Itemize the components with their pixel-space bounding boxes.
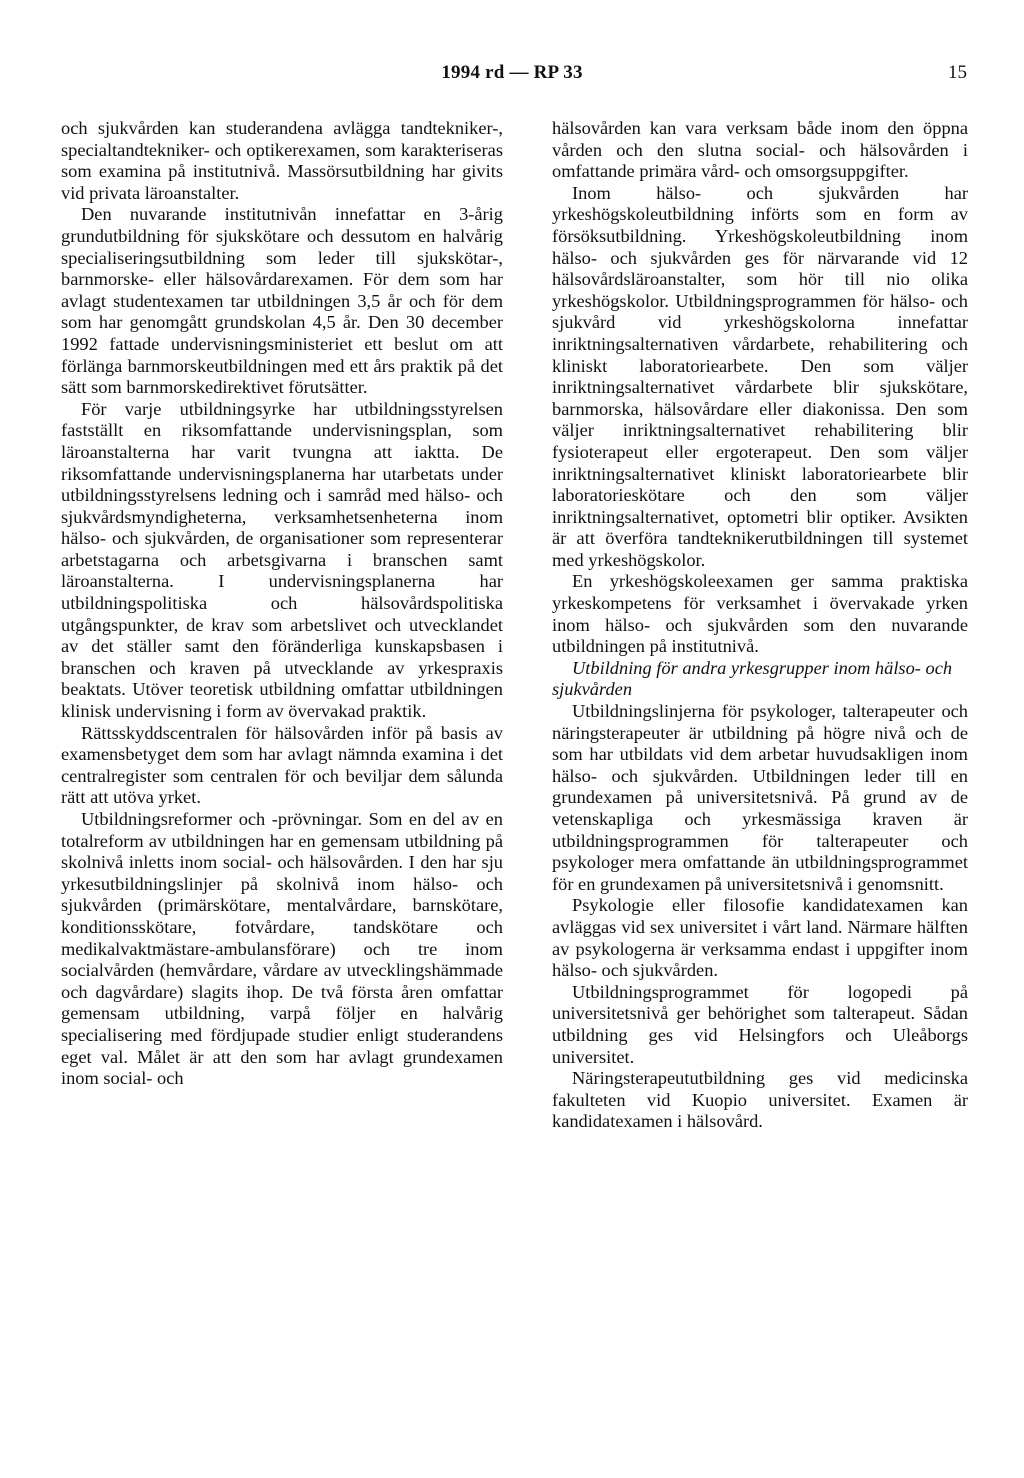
paragraph: För varje utbildningsyrke har utbildningsstyrelsen fastställt en riksomfattande undervisningsplan, som läroanstalterna har varit tvungna att iaktta. De riksomfattande undervisningsplanerna har utarbetats under utbildningsstyrelsens ledning och i samråd med hälso- och sjukvårdsmyndigheterna, verksamhetsenheterna inom hälso- och sjukvården, de organisationer som representerar arbetstagarna och arbetsgivarna i branschen samt läroanstalterna. I undervisningsplanerna har utbildningspolitiska och hälsovårdspolitiska utgångspunkter, de krav som arbetslivet och utvecklandet av det ställer samt den föränderliga kunskapsbasen i branschen och kraven på utvecklande av yrkespraxis beaktats. Utöver teoretisk utbildning omfattar utbildningen klinisk undervisning i form av övervakad praktik. xyxy=(61,398,503,722)
paragraph: Utbildningsreformer och -prövningar. Som en del av en totalreform av utbildningen har en gemensam utbildning på skolnivå inletts inom social- och hälsovården. I den har sju yrkesutbildningslinjer på skolnivå inom hälso- och sjukvården (primärskötare, mentalvårdare, barnskötare, konditionsskötare, fotvårdare, tandskötare och medikalvaktmästare-ambulansförare) och tre inom socialvården (hemvårdare, vårdare av utvecklingshämmade och dagvårdare) slagits ihop. De två första åren omfattar gemensam utbildning, varpå följer en halvårig specialisering med fördjupade studier enligt studerandens eget val. Målet är att den som har avlagt grundexamen inom social- och xyxy=(61,809,503,1089)
right-column xyxy=(552,118,968,1133)
page-number: 15 xyxy=(948,62,967,83)
paragraph: Inom hälso- och sjukvården har yrkeshögskoleutbildning införts som en form av försöksutbildning. Yrkeshögskoleutbildning inom hälso- och sjukvården ges för närvarande vid 12 hälsovårdsläroanstalter, som hör till nio olika yrkeshögskolor. Utbildningsprogrammen för hälso- och sjukvård vid yrkeshögskolorna innefattar inriktningsalternativen vårdarbete, rehabilitering och kliniskt laboratoriearbete. Den som väljer inriktningsalternativet vårdarbete blir sjukskötare, barnmorska, hälsovårdare eller diakonissa. Den som väljer inriktningsalternativet rehabilitering blir fysioterapeut eller ergoterapeut. Den som väljer inriktningsalternativet kliniskt laboratoriearbete blir laboratorieskötare och den som väljer inriktningsalternativet, optometri blir optiker. Avsikten är att överföra tandteknikerutbildningen till systemet med yrkeshögskolor. xyxy=(552,182,968,570)
page-header xyxy=(0,62,1024,90)
paragraph: Utbildningsprogrammet för logopedi på universitetsnivå ger behörighet som talterapeut. Sådan utbildning ges vid Helsingfors och Uleåborgs universitet. xyxy=(552,981,968,1067)
paragraph: Den nuvarande institutnivån innefattar en 3-årig grundutbildning för sjukskötare och dessutom en halvårig specialiseringsutbildning som leder till sjukskötar-, barnmorske- eller hälsovårdarexamen. För dem som har avlagt studentexamen tar utbildningen 3,5 år och för dem som har genomgått grundskolan 4,5 år. Den 30 december 1992 fattade undervisningsministeriet ett beslut om att förlänga barnmorskeutbildningen med ett års praktik på det sätt som barnmorskedirektivet förutsätter. xyxy=(61,204,503,398)
paragraph: Utbildningslinjerna för psykologer, talterapeuter och näringsterapeuter är utbildning på högre nivå och de som har utbildats vid dem arbetar huvudsakligen inom hälso- och sjukvården. Utbildningen leder till en grundexamen på universitetsnivå. På grund av de vetenskapliga och yrkesmässiga kraven är utbildningsprogrammen för talterapeuter och psykologer mera omfattande än utbildningsprogrammet för en grundexamen på universitetsnivå i genomsnitt. xyxy=(552,701,968,894)
paragraph: En yrkeshögskoleexamen ger samma praktiska yrkeskompetens för verksamhet i övervakade yrken inom hälso- och sjukvården som den nuvarande utbildningen på institutnivå. xyxy=(552,571,968,657)
paragraph: hälsovården kan vara verksam både inom den öppna vården och den slutna social- och hälsovården i omfattande primära vård- och omsorgsuppgifter. xyxy=(552,118,968,182)
paragraph: Psykologie eller filosofie kandidatexamen kan avläggas vid sex universitet i vårt land. Närmare hälften av psykologerna är verksamma endast i uppgifter inom hälso- och sjukvården. xyxy=(552,895,968,981)
section-heading: Utbildning för andra yrkesgrupper inom hälso- och sjukvården xyxy=(552,657,953,700)
left-column xyxy=(61,118,503,1090)
paragraph: Rättsskyddscentralen för hälsovården inför på basis av examensbetyget dem som har avlagt nämnda examina i det centralregister som centralen för och beviljar dem sålunda rätt att utöva yrket. xyxy=(61,722,503,808)
paragraph: och sjukvården kan studerandena avlägga tandtekniker-, specialtandtekniker- och optikerexamen, som karakteriseras som examina på institutnivå. Massörsutbildning har givits vid privata läroanstalter. xyxy=(61,118,503,203)
running-head: 1994 rd — RP 33 xyxy=(441,62,583,83)
paragraph: Näringsterapeututbildning ges vid medicinska fakulteten vid Kuopio universitet. Examen är kandidatexamen i hälsovård. xyxy=(552,1068,968,1132)
